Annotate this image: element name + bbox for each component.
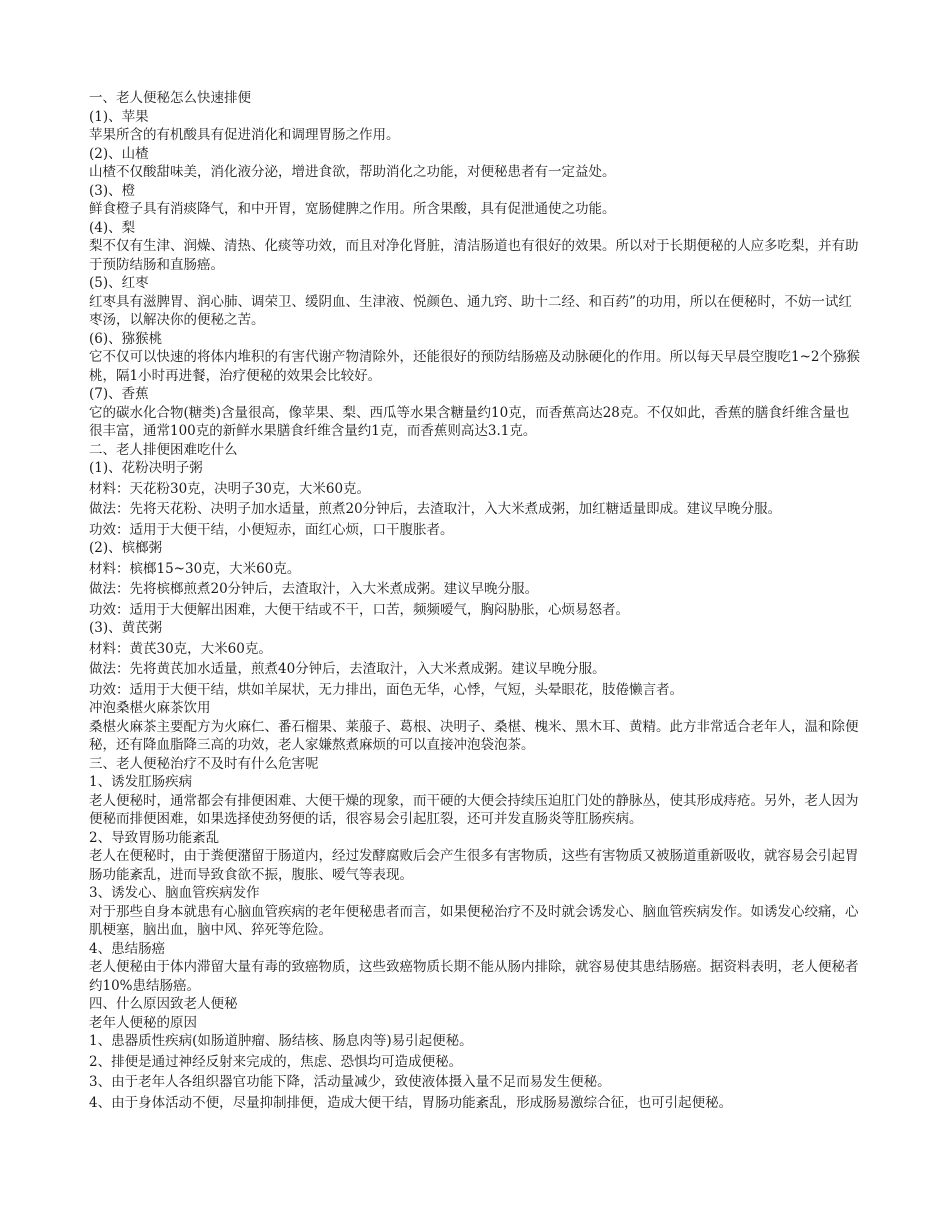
heading-1: 一、老人便秘怎么快速排便 <box>89 90 251 106</box>
effect-betel: 功效：适用于大便解出困难，大便干结或不干，口苦，频频嗳气，胸闷胁胀，心烦易怒者。 <box>89 601 629 618</box>
method-pollen: 做法：先将天花粉、决明子加水适量，煎煮20分钟后，去渣取汁，入大米煮成粥，加红糖适量即成。建议早晚分服。 <box>89 501 782 517</box>
ingredients-astragalus: 材料：黄芪30克，大米60克。 <box>89 640 272 657</box>
subheading-pollen-porridge: (1)、花粉决明子粥 <box>89 460 203 476</box>
subheading-jujube: (5)、红枣 <box>89 275 149 291</box>
subheading-kiwi: (6)、猕猴桃 <box>89 330 163 347</box>
subheading-orange: (3)、橙 <box>89 182 136 199</box>
ingredients-pollen: 材料：天花粉30克，决明子30克，大米60克。 <box>89 480 371 497</box>
paragraph-pear: 梨不仅有生津、润燥、清热、化痰等功效，而且对净化肾脏，清洁肠道也有很好的效果。所以对于长期便秘的人应多吃梨，并有助于预防结肠和直肠癌。 <box>89 238 859 273</box>
paragraph-orange: 鲜食橙子具有消痰降气，和中开胃，宽肠健脾之作用。所含果酸，具有促泄通使之功能。 <box>89 201 616 217</box>
cause-item-3: 3、由于老年人各组织器官功能下降，活动量减少，致使液体摄入量不足而易发生便秘。 <box>89 1074 611 1090</box>
method-astragalus: 做法：先将黄芪加水适量，煎煮40分钟后，去渣取汁，入大米煮成粥。建议早晚分服。 <box>89 661 606 677</box>
paragraph-gastrointestinal: 老人在便秘时，由于粪便潴留于肠道内，经过发酵腐败后会产生很多有害物质，这些有害物质又被肠道重新吸收，就容易会引起胃肠功能紊乱，进而导致食欲不振，腹胀、嗳气等表现。 <box>89 848 859 883</box>
paragraph-hawthorn: 山楂不仅酸甜味美，消化液分泌，增进食欲，帮助消化之功能，对便秘患者有一定益处。 <box>89 164 616 180</box>
subheading-anorectal: 1、诱发肛肠疾病 <box>89 774 193 790</box>
cause-item-1: 1、患器质性疾病(如肠道肿瘤、肠结核、肠息肉等)易引起便秘。 <box>89 1033 473 1049</box>
heading-2: 二、老人排便困难吃什么 <box>89 441 238 458</box>
heading-4: 四、什么原因致老人便秘 <box>89 996 238 1012</box>
subheading-causes: 老年人便秘的原因 <box>89 1014 197 1031</box>
effect-pollen: 功效：适用于大便干结，小便短赤，面红心烦，口干腹胀者。 <box>89 521 454 538</box>
cause-item-4: 4、由于身体活动不便，尽量抑制排便，造成大便干结，胃肠功能紊乱，形成肠易激综合征，也可引起便秘。 <box>89 1094 733 1111</box>
paragraph-mulberry-tea: 桑椹火麻茶主要配方为火麻仁、番石榴果、莱菔子、葛根、决明子、桑椹、槐米、黑木耳、黄精。此方非常适合老年人，温和除便秘，还有降血脂降三高的功效，老人家嫌熬煮麻烦的可以直接冲泡袋泡茶。 <box>89 718 859 753</box>
subheading-colon-cancer: 4、患结肠癌 <box>89 940 166 957</box>
subheading-cardiovascular: 3、诱发心、脑血管疾病发作 <box>89 885 260 901</box>
paragraph-banana: 它的碳水化合物(糖类)含量很高，像苹果、梨、西瓜等水果含糖量约10克，而香蕉高达28克。不仅如此，香蕉的膳食纤维含量也很丰富，通常100克的新鲜水果膳食纤维含量约1克，而香蕉则高达3.1克。 <box>89 404 850 439</box>
subheading-mulberry-tea: 冲泡桑椹火麻茶饮用 <box>89 700 211 716</box>
paragraph-apple: 苹果所含的有机酸具有促进消化和调理胃肠之作用。 <box>89 127 400 143</box>
document-body <box>89 89 861 1112</box>
paragraph-anorectal: 老人便秘时，通常都会有排便困难、大便干燥的现象，而干硬的大便会持续压迫肛门处的静脉丛，使其形成痔疮。另外，老人因为便秘而排便困难，如果选择使劲努便的话，很容易会引起肛裂，还可并发直肠炎等肛肠疾病。 <box>89 792 859 827</box>
heading-3: 三、老人便秘治疗不及时有什么危害呢 <box>89 755 319 772</box>
subheading-banana: (7)、香蕉 <box>89 386 149 402</box>
effect-astragalus: 功效：适用于大便干结，烘如羊屎状，无力排出，面色无华，心悸，气短，头晕眼花，肢倦懒言者。 <box>89 681 683 698</box>
subheading-gastrointestinal: 2、导致胃肠功能紊乱 <box>89 829 220 846</box>
cause-item-2: 2、排便是通过神经反射来完成的，焦虑、恐惧均可造成便秘。 <box>89 1053 463 1070</box>
paragraph-colon-cancer: 老人便秘由于体内滞留大量有毒的致癌物质，这些致癌物质长期不能从肠内排除，就容易使其患结肠癌。据资料表明，老人便秘者约10%患结肠癌。 <box>89 959 859 994</box>
paragraph-cardiovascular: 对于那些自身本就患有心脑血管疾病的老年便秘患者而言，如果便秘治疗不及时就会诱发心、脑血管疾病发作。如诱发心绞痛，心肌梗塞，脑出血，脑中风、猝死等危险。 <box>89 903 859 938</box>
subheading-pear: (4)、梨 <box>89 219 136 236</box>
paragraph-kiwi: 它不仅可以快速的将体内堆积的有害代谢产物清除外，还能很好的预防结肠癌及动脉硬化的作用。所以每天早晨空腹吃1~2个猕猴桃，隔1小时再进餐，治疗便秘的效果会比较好。 <box>89 349 860 384</box>
method-betel: 做法：先将槟榔煎煮20分钟后，去渣取汁，入大米煮成粥。建议早晚分服。 <box>89 581 539 597</box>
subheading-astragalus-porridge: (3)、黄芪粥 <box>89 620 163 636</box>
subheading-betel-porridge: (2)、槟榔粥 <box>89 540 163 556</box>
subheading-apple: (1)、苹果 <box>89 108 149 125</box>
paragraph-jujube: 红枣具有滋脾胃、润心肺、调荣卫、缓阴血、生津液、悦颜色、通九窍、助十二经、和百药”的功用，所以在便秘时，不妨一试红枣汤，以解决你的便秘之苦。 <box>89 293 852 328</box>
subheading-hawthorn: (2)、山楂 <box>89 145 149 162</box>
ingredients-betel: 材料：槟榔15~30克，大米60克。 <box>89 560 301 577</box>
